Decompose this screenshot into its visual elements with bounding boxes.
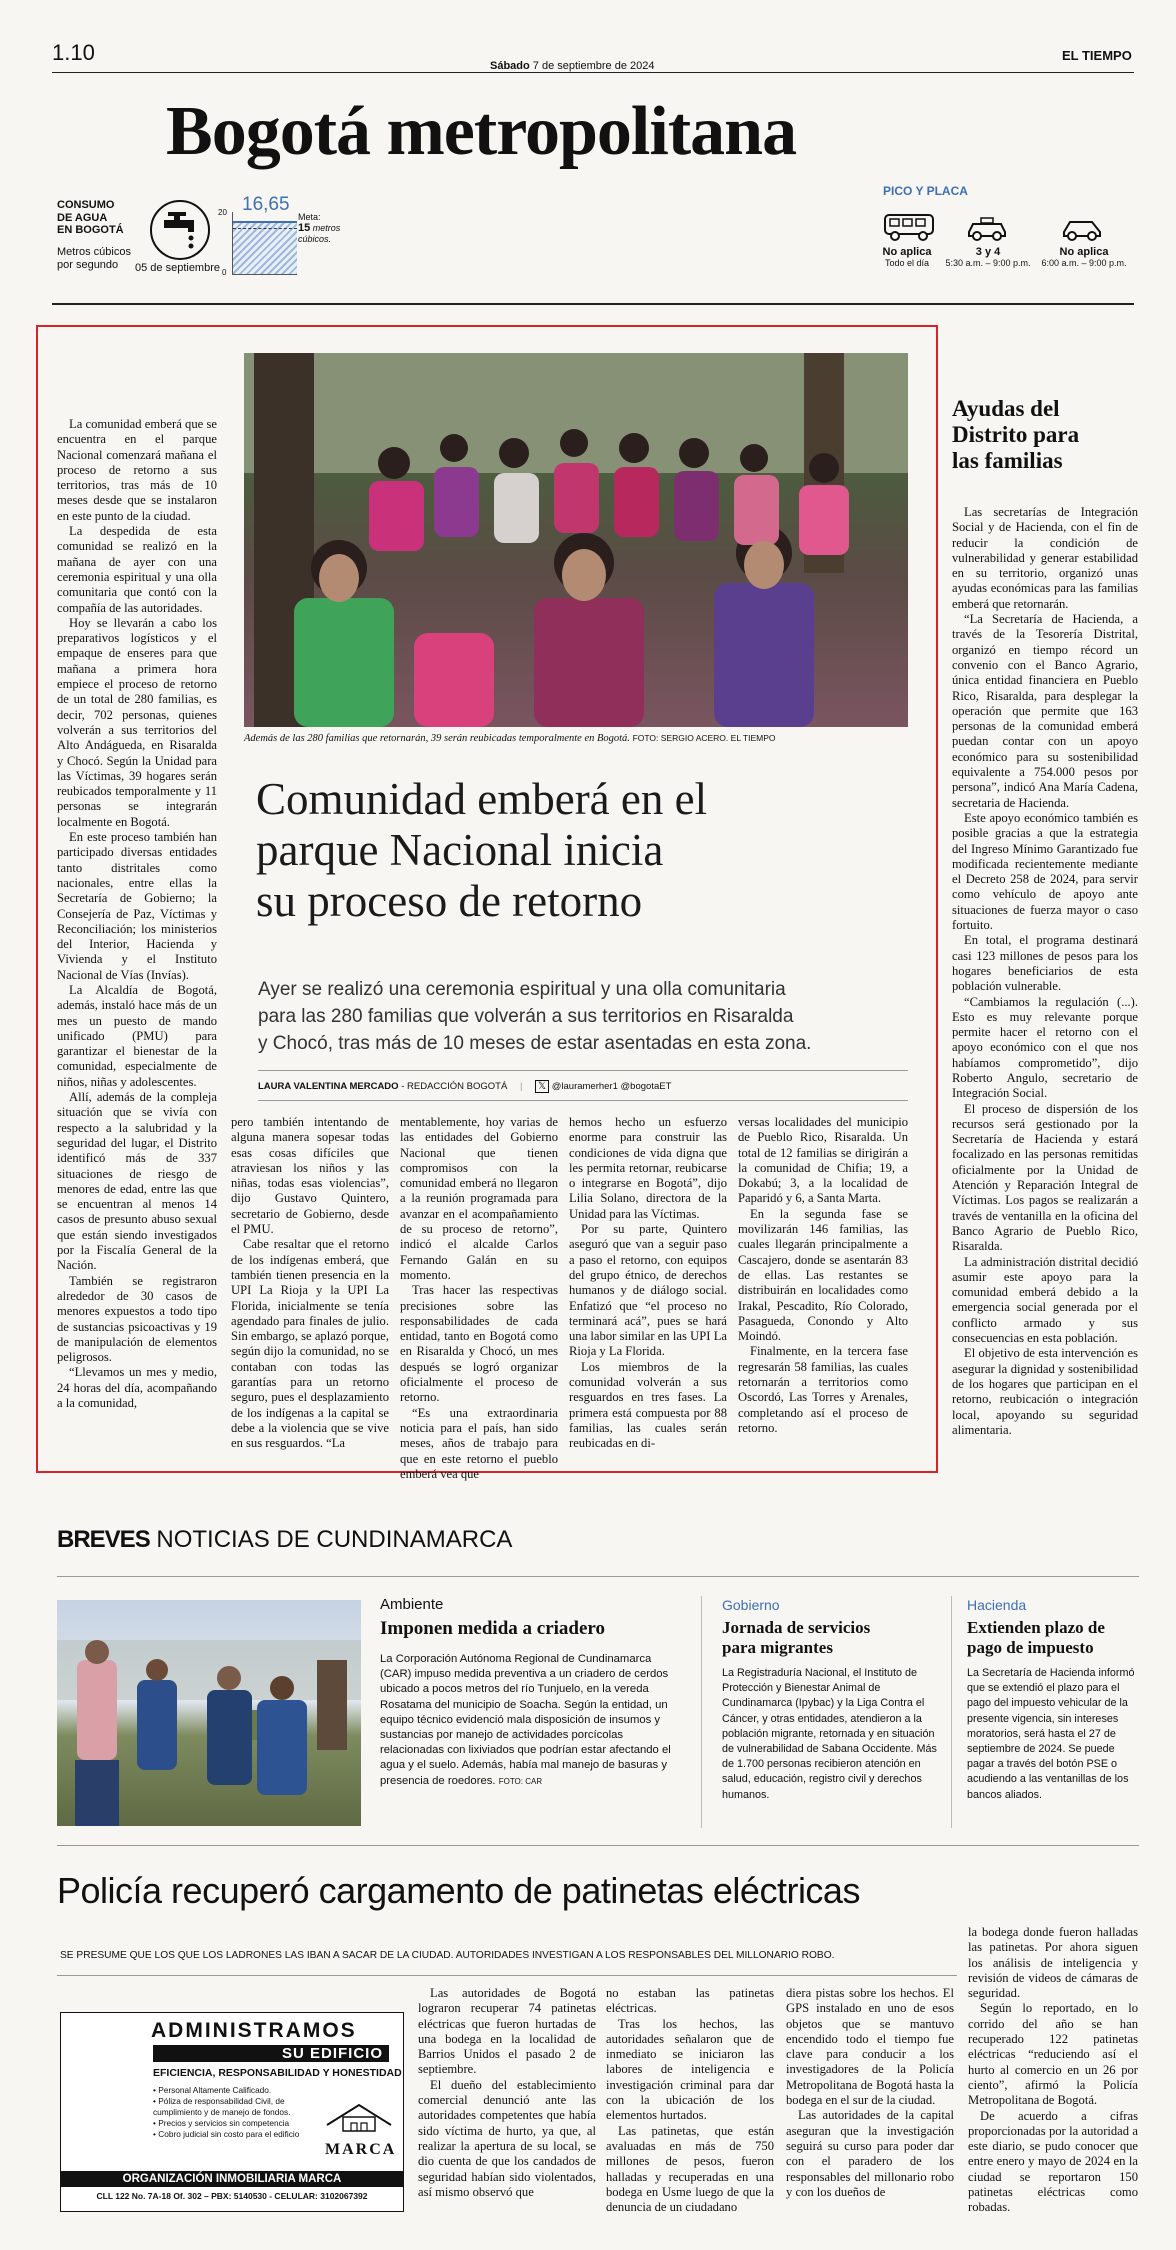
ad-box [60,2012,404,2212]
ad-title: ADMINISTRAMOS [151,2019,357,2042]
breve-1-kicker: Ambiente [380,1596,444,1613]
pico-title: PICO Y PLACA [883,184,968,198]
water-goal: Meta: 15 metros cúbicos. [298,212,341,244]
water-axis-bottom: 0 [222,268,227,277]
sidebar-text: Las secretarías de Integración Social y de Hacienda, con el fin de reducir la condición de vulnerabilidad y generar estabilidad en su territorio, organizó unas ayudas económicas para las familias emberá que retornarán. “La Secretaría de Hacienda, a través de la Tesorería Distrital, organizó en tiempo récord un convenio con el Banco Agrario, única entidad financiera en Pueblo Rico, Risaralda, para desplegar la operación que permite que 163 personas de la comunidad emberá puedan contar con un apoyo económico para su sostenibilidad equivalente a 754.000 pesos por persona”, indicó Ana María Cadena, secretaria de Hacienda. Este apoyo económico también es posible gracias a que la estrategia del Ingreso Mínimo Garantizado fue modificada recientemente mediante el Decreto 258 de 2024, para servir como vehículo de apoyo ante situaciones de fuerza mayor o caso fortuito. En total, el programa destinará casi 123 millones de pesos para los hogares beneficiarios de esta población vulnerable. “Cambiamos la regulación (...). Esto es muy relevante porque permite hacer el retorno con el apoyo económico con el que nos habíamos comprometido”, dijo Roberto Angulo, secretario de Integración Social. El proceso de dispersión de los recursos será gestionado por la Secretaría de Hacienda y estará focalizado en las personas remitidas oficialmente por la Unidad de Atención y Reparación Integral de Víctimas. Los pagos se realizarán a través de ventanilla en la oficina del Banco Agrario de Pueblo Rico, Risaralda. La administración distrital decidió asumir este apoyo para la comunidad emberá debido a la emergencia social generada por el conflicto armado y sus consecuencias en esta población. El objetivo de esta intervención es asegurar la dignidad y sostenibilidad de los hogares que participan en el retorno, reubicación o integración local, apoyando su seguridad alimentaria. [952,505,1138,1437]
bottom-deck-rule [57,1975,957,1976]
bottom-col-3: diera pistas sobre los hechos. El GPS instalado en uno de esos objetos que se mantuvo encendido todo el tiempo fue clave para conducir a los investigadores de la Policía Metropolitana de Bogotá hasta la bodega en el sur de la ciudad. Las autoridades de la capital aseguran que la investigación seguirá su curso para poder dar con el paradero de los responsables del millonario robo y con los dueños de [786,1986,954,2199]
bottom-col-2: no estaban las patinetas eléctricas. Tras los hechos, las autoridades señalaron que de inmediato se iniciaron las labores de inteligencia e investigación criminal para dar con la ubicación de los elementos hurtados. Las patinetas, que están avaluadas en más de 750 millones de pesos, fueron halladas y recuperadas en una bodega en Usme luego de que la denuncia de un ciudadano [606,1986,774,2215]
sidebar-title: Ayudas del Distrito para las familias [952,396,1080,473]
x-icon: 𝕏 [535,1080,549,1093]
water-title: CONSUMO DE AGUA EN BOGOTÁ [57,199,124,236]
dateline-date: 7 de septiembre de 2024 [532,60,655,72]
bottom-col-1: Las autoridades de Bogotá lograron recuperar 74 patinetas eléctricas que fueron hurtadas de una bodega en la localidad de Barrios Unidos el pasado 2 de septiembre. El dueño del establecimiento comercial denunció ante las autoridades competentes que había sido víctima de hurto, ya que, al realizar la apertura de su local, se dio cuenta de que los candados de seguridad habían sido violentados, así mismo observó que [418,1986,596,2199]
byline-desk: - REDACCIÓN BOGOTÁ [401,1081,508,1092]
newspaper-logo: EL TIEMPO [1062,48,1132,63]
breve-2-body: La Registraduría Nacional, el Instituto de Protección y Bienestar Animal de Cundinamarca (Ipybac) y la Liga Contra el Cáncer, y otras entidades, atendieron a la población migrante, retornada y en situación de vulnerabilidad de Sabana Occidente. Más de 1.700 personas recibieron atención en salud, educación, registro civil y derechos humanos. [722,1667,937,1801]
water-date: 05 de septiembre [135,262,220,274]
ad-brand: MARCA [325,2141,397,2158]
bottom-headline: Policía recuperó cargamento de patinetas eléctricas [57,1870,860,1911]
main-photo [244,353,908,727]
byline: LAURA VALENTINA MERCADO - REDACCIÓN BOGOTÁ | 𝕏 @lauramerher1 @bogotaET [258,1081,672,1092]
header-rule [52,72,1134,73]
main-col-1: La comunidad emberá que se encuentra en el parque Nacional comenzará mañana el proceso de retorno a sus territorios, tras más de 10 meses desde que se instalaron en este punto de la ciudad. La despedida de esta comunidad se realizó en la mañana de ayer con una ceremonia espiritual y una olla comunitaria que contó con la compañía de las autoridades. Hoy se llevarán a cabo los preparativos logísticos y el empaque de enseres para que mañana a primera hora empiece el proceso de retorno de un total de 280 familias, es decir, 702 personas, quienes volverán a sus territorios del Alto Andágueda, en Risaralda y Chocó. Según la Unidad para las Víctimas, 39 hogares serán reubicados temporalmente y 11 personas se integrarán localmente en Bogotá. En este proceso también han participado diversas entidades tanto distritales como nacionales, entre ellas la Secretaría de Gobierno; la Consejería de Paz, Víctimas y Reconciliación; los ministerios del Interior, Hacienda y Vivienda y el Instituto Nacional de Vías (Invías). La Alcaldía de Bogotá, además, instaló hace más de un mes un puesto de mando unificado (PMU) para garantizar el bienestar de la comunidad, especialmente de niños, niñas y adolescentes. Allí, además de la compleja situación que se vivía con respecto a la salubridad y la seguridad del lugar, el Distrito identificó más de 337 situaciones de riesgo de menores de edad, entre las que se encuentran al menos 14 casos de presunto abuso sexual que están siendo investigados por la Fiscalía General de la Nación. También se registraron alrededor de 30 casos de menores expuestos a todo tipo de sustancias psicoactivas y 19 de manipulación de elementos peligrosos. “Llevamos un mes y medio, 24 horas del día, acompañando a la comunidad, [57,417,217,1410]
breves-label: BREVES NOTICIAS DE CUNDINAMARCA [57,1526,513,1553]
bus-icon [883,212,935,247]
main-col-4: hemos hecho un esfuerzo enorme para construir las condiciones de vida digna que les permita retornar, reubicarse o integrarse en Bogotá”, dijo Lilia Solano, directora de la Unidad para las Víctimas. Por su parte, Quintero aseguró que van a seguir paso a paso el retorno, con equipos del grupo étnico, de derechos humanos y de diálogo social. Enfatizó que “el proceso no terminará acá”, pues se hará una labor similar en las UPI La Rioja y La Florida. Los miembros de la comunidad volverán a sus resguardos en tres fases. La primera está compuesta por 88 familias, las cuales serán reubicadas en di- [569,1115,727,1451]
water-axis-top: 20 [218,208,227,217]
ad-bullets: • Personal Altamente Calificado. • Póliza de responsabilidad Civil, de cumplimiento y de manejo de fondos. • Precios y servicios sin competencia • Cobro judicial sin costo para el edificio [153,2085,300,2139]
section-title: Bogotá metropolitana [166,93,797,170]
breves-divider-1 [701,1596,702,1828]
pico-item-car: No aplica 6:00 a.m. – 9:00 p.m. [1041,246,1127,268]
breve-2-kicker: Gobierno [722,1597,780,1613]
dateline-day: Sábado [490,60,530,72]
main-col-2: pero también intentando de alguna manera sopesar todas esas cosas difíciles que atraviesan los niños y las niñas, todas esas violencias”, dijo Gustavo Quintero, secretario de Gobierno, desde el PMU. Cabe resaltar que el retorno de los indígenas emberá, que también tienen presencia en la UPI La Rioja y la UPI La Florida, inicialmente se tenía agendado para finales de julio. Sin embargo, se aplazó porque, según dijo la comunidad, no se contaban con todas las garantías para un retorno seguro, pues el desplazamiento de los indígenas a la capital se debe a la violencia que se vive en sus resguardos. “La [231,1115,389,1451]
water-value: 16,65 [242,194,290,215]
main-deck: Ayer se realizó una ceremonia espiritual y una olla comunitaria para las 280 familias que volverán a sus territorios en Risaralda y Chocó, tras más de 10 meses de estar asentadas en esta zona. [258,979,812,1054]
breve-3-body: La Secretaría de Hacienda informó que se extendió el plazo para el pago del impuesto vehicular de la presente vigencia, sin intereses moratorios, será hasta el 27 de septiembre de 2024. Se puede pagar a través del botón PSE o acudiendo a las ventanillas de los bancos aliados. [967,1667,1135,1801]
breve-1-body: La Corporación Autónoma Regional de Cundinamarca (CAR) impuso medida preventiva a un criadero de cerdos ubicado a pocos metros del río Tunjuelo, en la vereda Rosatama del municipio de Soacha. Según la entidad, un equipo técnico evidenció mala disposición de insumos y sustancias por manejo de actividades porcícolas relacionadas con lixiviados que podrían estar afectando el agua y el suelo. Además, había mal manejo de basuras y presencia de roedores. FOTO: CAR [380,1653,671,1787]
breves-divider-2 [951,1596,952,1828]
breve-1-title: Imponen medida a criadero [380,1618,606,1639]
ad-org: ORGANIZACIÓN INMOBILIARIA MARCA [61,2171,403,2187]
ad-subtitle: SU EDIFICIO [153,2045,389,2062]
water-gauge [232,212,297,275]
water-goal-line [233,228,297,229]
bottom-rule [57,1845,1139,1846]
main-col-5: versas localidades del municipio de Pueblo Rico, Risaralda. Un total de 12 familias se dirigirán a la comunidad de Chifia; 19, a Dokabú; 3, a la localidad de Paparidó y 6, a Santa Marta. En la segunda fase se movilizarán 146 familias, las cuales llegarán principalmente a Cascajero, donde se asentarán 83 de ellas. Las restantes se distribuirán en localidades como Irakal, Pescadito, Río Colorado, Pasagueda, Conondo y Alto Moindó. Finalmente, en la tercera fase regresarán 58 familias, las cuales retornarán a territorios como Oscordó, Las Torres y Arenales, completando así el proceso de retorno. [738,1115,908,1435]
page-number: 1.10 [52,40,95,65]
pico-item-taxi: 3 y 4 5:30 a.m. – 9:00 p.m. [945,246,1031,268]
byline-rule-bottom [258,1100,908,1101]
masthead-rule [52,303,1134,305]
byline-rule [258,1070,908,1071]
photo-caption: Además de las 280 familias que retornarán, 39 serán reubicadas temporalmente en Bogotá. FOTO: SERGIO ACERO. EL TIEMPO [244,733,776,744]
building-icon [323,2099,395,2144]
pico-item-bus: No aplica Todo el día [882,246,932,268]
breve-3-title: Extienden plazo de pago de impuesto [967,1618,1105,1657]
byline-social: @lauramerher1 @bogotaET [551,1081,672,1092]
water-unit: Metros cúbicos por segundo [57,246,131,271]
ad-tagline: EFICIENCIA, RESPONSABILIDAD Y HONESTIDAD [153,2067,402,2079]
main-col-3: mentablemente, hoy varias de las entidades del Gobierno Nacional que tienen compromisos con la comunidad emberá no llegaron a la reunión programada para avanzar en el acompañamiento de su proceso de retorno”, indicó el alcalde Carlos Fernando Galán en su momento. Tras hacer las respectivas precisiones sobre las responsabilidades de cada entidad, tanto en Bogotá como en Risaralda y Chocó, un mes después se logró organizar oficialmente el proceso de retorno. “Es una extraordinaria noticia para el país, han sido meses, años de trabajo para que en este retorno el pueblo emberá vea que [400,1115,558,1481]
main-headline: Comunidad emberá en el parque Nacional inicia su proceso de retorno [256,774,708,926]
breves-rule [57,1576,1139,1577]
byline-author: LAURA VALENTINA MERCADO [258,1081,399,1092]
breve-2-title: Jornada de servicios para migrantes [722,1618,871,1657]
bottom-deck: SE PRESUME QUE LOS QUE LOS LADRONES LAS IBAN A SACAR DE LA CIUDAD. AUTORIDADES INVESTIGAN A LOS RESPONSABLES DEL MILLONARIO ROBO. [60,1950,835,1961]
faucet-icon [150,200,210,260]
breve-3-kicker: Hacienda [967,1597,1027,1613]
breves-photo [57,1600,361,1826]
dateline [490,60,655,72]
bottom-col-4: la bodega donde fueron halladas las patinetas. Por ahora siguen los análisis de inteligencia y revisión de videos de cámaras de seguridad. Según lo reportado, en lo corrido del año se han recuperado 122 patinetas eléctricas “reduciendo así el hurto al comercio en un 26 por ciento”, afirmó la Policía Metropolitana de Bogotá. De acuerdo a cifras proporcionadas por la autoridad a este diario, se pudo conocer que entre enero y mayo de 2024 en la ciudad se reportaron 150 patinetas eléctricas como robadas. [968,1925,1138,2215]
ad-contact: CLL 122 No. 7A-18 Of. 302 – PBX: 5140530 - CELULAR: 3102067392 [96,2191,368,2201]
car-icon [1060,214,1104,247]
taxi-icon [965,214,1009,247]
